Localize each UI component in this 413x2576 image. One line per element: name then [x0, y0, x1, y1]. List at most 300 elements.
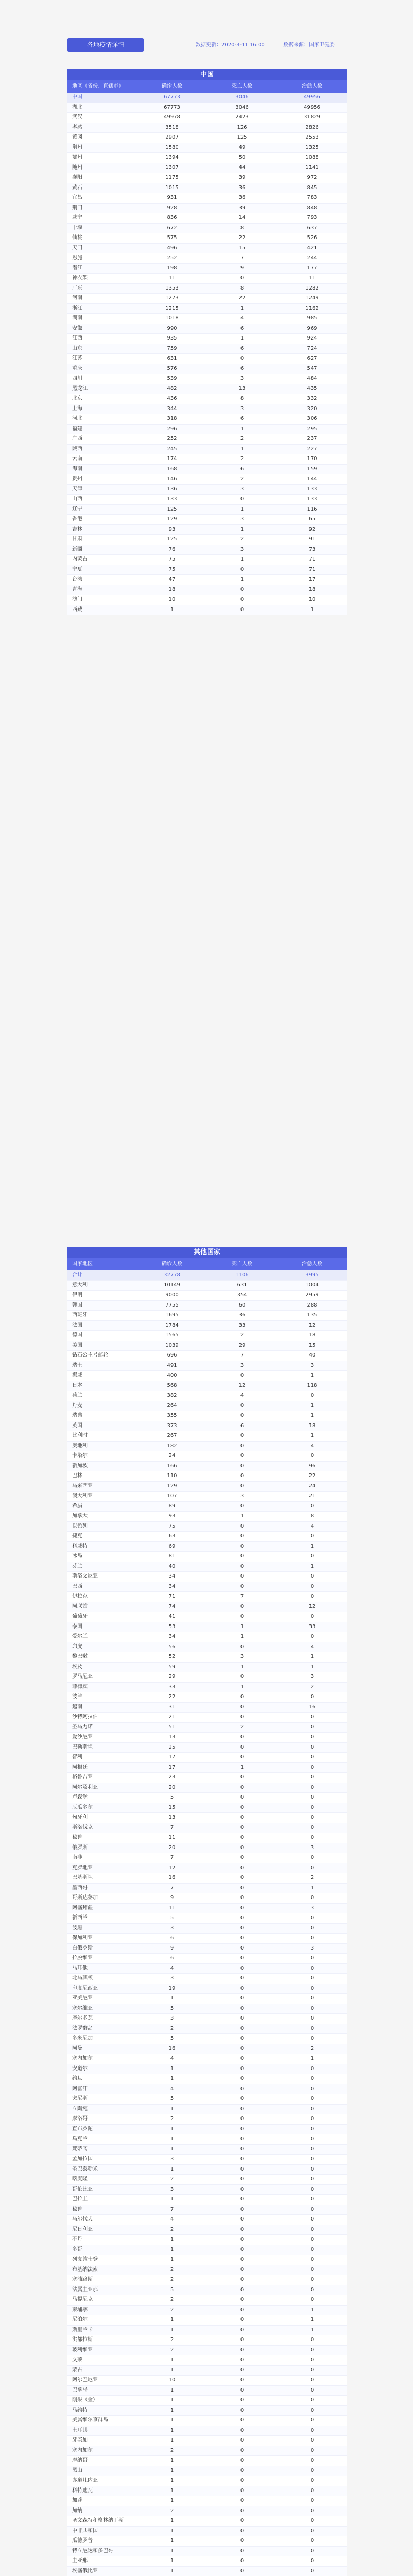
region-name: 十堰	[72, 225, 82, 231]
confirmed-count: 20	[168, 1844, 176, 1851]
table-row	[67, 2064, 347, 2075]
cured-count: 1162	[305, 305, 319, 311]
death-count: 3	[240, 486, 244, 492]
region-name: 马尔代夫	[72, 2216, 93, 2222]
confirmed-count: 3518	[165, 124, 179, 130]
region-name: 黑山	[72, 2467, 82, 2473]
death-count: 14	[238, 215, 246, 221]
table-row	[67, 1512, 347, 1522]
death-count: 0	[240, 2015, 244, 2021]
death-count: 0	[240, 2206, 244, 2212]
table-row	[67, 1924, 347, 1934]
region-name: 马约特	[72, 2407, 88, 2413]
cured-count: 306	[307, 416, 317, 421]
confirmed-count: 2	[170, 2277, 174, 2282]
cured-count: 0	[310, 2427, 314, 2433]
region-name: 巴基斯坦	[72, 1875, 93, 1880]
cured-count: 0	[310, 2498, 314, 2503]
death-count: 0	[240, 1553, 244, 1559]
table-row	[67, 2205, 347, 2215]
death-count: 0	[240, 2458, 244, 2463]
region-name: 巴拉圭	[72, 2196, 88, 2202]
death-count: 0	[240, 2226, 244, 2232]
confirmed-count: 16	[168, 1875, 176, 1880]
death-count: 0	[240, 2216, 244, 2222]
table-row	[67, 1431, 347, 1442]
confirmed-count: 53	[168, 1623, 176, 1630]
confirmed-count: 2	[170, 2347, 174, 2353]
cured-count: 435	[307, 385, 317, 392]
cured-count: 0	[310, 1583, 314, 1589]
confirmed-count: 1215	[165, 305, 179, 311]
death-count: 4	[240, 315, 244, 321]
death-count: 0	[240, 2257, 244, 2262]
cured-count: 18	[308, 586, 316, 592]
cured-count: 22	[308, 1473, 316, 1479]
region-name: 仙桃	[72, 235, 82, 241]
region-name: 俄罗斯	[72, 1844, 88, 1851]
death-count: 1	[240, 556, 244, 562]
death-count: 0	[240, 2327, 244, 2333]
cured-count: 8	[310, 1513, 314, 1519]
confirmed-count: 436	[167, 396, 177, 401]
region-name: 鄂州	[72, 155, 82, 160]
cured-count: 1	[310, 2056, 314, 2061]
region-name: 阿富汗	[72, 2086, 88, 2092]
cured-count: 0	[310, 1794, 314, 1800]
region-name: 荆州	[72, 144, 82, 150]
confirmed-count: 67773	[164, 94, 180, 100]
death-count: 1	[240, 526, 244, 532]
cured-count: 0	[310, 2186, 314, 2192]
region-name: 圣马力诺	[72, 1724, 93, 1730]
region-name: 斯洛文尼亚	[72, 1573, 98, 1579]
region-name: 黄冈	[72, 134, 82, 140]
table-row	[67, 565, 347, 575]
region-name: 阿曼	[72, 2045, 82, 2052]
table-row	[67, 2134, 347, 2145]
region-name: 贵州	[72, 476, 82, 482]
death-count: 0	[240, 1402, 244, 1409]
confirmed-count: 9000	[165, 1292, 179, 1298]
region-name: 加纳	[72, 2507, 82, 2514]
death-count: 0	[240, 1704, 244, 1710]
confirmed-count: 166	[167, 1463, 177, 1469]
confirmed-count: 129	[167, 516, 177, 522]
region-name: 沙特阿拉伯	[72, 1714, 98, 1720]
cured-count: 159	[307, 466, 317, 472]
confirmed-count: 2	[170, 2447, 174, 2453]
region-name: 澳大利亚	[72, 1493, 93, 1499]
death-count: 0	[240, 586, 244, 592]
confirmed-count: 1	[170, 2478, 174, 2483]
region-name: 塞浦路斯	[72, 2277, 93, 2282]
cured-count: 3995	[305, 1272, 319, 1278]
region-name: 印度尼西亚	[72, 1985, 98, 1991]
confirmed-count: 3	[170, 1925, 174, 1931]
confirmed-count: 129	[167, 1483, 177, 1489]
table-row	[67, 2476, 347, 2486]
table-row	[67, 1361, 347, 1371]
death-count: 0	[240, 1885, 244, 1891]
death-count: 8	[240, 396, 244, 401]
region-name: 圣巴泰勒米	[72, 2166, 98, 2172]
cured-count: 0	[310, 1835, 314, 1840]
region-name: 不丹	[72, 2236, 82, 2242]
region-name: 匈牙利	[72, 1815, 88, 1820]
death-count: 0	[240, 1905, 244, 1911]
col-confirmed: 确诊人数	[162, 83, 182, 89]
confirmed-count: 296	[167, 426, 177, 432]
region-name: 山东	[72, 345, 82, 351]
table-row	[67, 294, 347, 304]
death-count: 1	[240, 446, 244, 452]
confirmed-count: 17	[168, 1764, 176, 1770]
region-name: 立陶宛	[72, 2106, 88, 2112]
death-count: 6	[240, 1422, 244, 1429]
confirmed-count: 482	[167, 385, 177, 392]
region-name: 秘鲁	[72, 2206, 82, 2212]
cured-count: 0	[310, 2277, 314, 2282]
cured-count: 31829	[304, 114, 320, 120]
death-count: 1106	[235, 1272, 249, 1278]
region-name: 保加利亚	[72, 1935, 93, 1941]
table-row	[67, 2034, 347, 2044]
cured-count: 0	[310, 1955, 314, 1961]
table-row	[67, 1944, 347, 1954]
china-section-title: 中国	[67, 69, 347, 80]
confirmed-count: 931	[167, 195, 177, 200]
death-count: 6	[240, 416, 244, 421]
death-count: 0	[240, 1975, 244, 1981]
cured-count: 1088	[305, 155, 319, 160]
confirmed-count: 5	[170, 2096, 174, 2102]
cured-count: 118	[307, 1382, 317, 1388]
death-count: 0	[240, 1463, 244, 1469]
table-row	[67, 2285, 347, 2296]
confirmed-count: 1	[170, 2407, 174, 2413]
table-row	[67, 2125, 347, 2135]
confirmed-count: 2	[170, 2226, 174, 2232]
region-name: 以色列	[72, 1523, 88, 1529]
cured-count: 15	[308, 1342, 316, 1348]
death-count: 0	[240, 2447, 244, 2453]
table-row	[67, 1471, 347, 1482]
region-name: 赤道几内亚	[72, 2478, 98, 2483]
death-count: 0	[240, 2116, 244, 2122]
death-count: 0	[240, 2166, 244, 2172]
cured-count: 0	[310, 2417, 314, 2423]
confirmed-count: 2	[170, 2116, 174, 2122]
confirmed-count: 1695	[165, 1312, 179, 1318]
table-row	[67, 163, 347, 174]
table-row	[67, 253, 347, 264]
confirmed-count: 1	[170, 2558, 174, 2564]
confirmed-count: 1	[170, 2427, 174, 2433]
cured-count: 0	[310, 1915, 314, 1921]
cured-count: 0	[310, 1533, 314, 1539]
table-row	[67, 2004, 347, 2014]
table-row	[67, 193, 347, 204]
confirmed-count: 1	[170, 2146, 174, 2152]
confirmed-count: 6	[170, 1955, 174, 1961]
table-row	[67, 93, 347, 103]
table-row	[67, 334, 347, 344]
region-name: 塞内加尔	[72, 2056, 93, 2061]
region-name: 巴勒斯坦	[72, 1744, 93, 1750]
cured-count: 71	[308, 566, 316, 572]
confirmed-count: 491	[167, 1362, 177, 1368]
table-row	[67, 394, 347, 404]
confirmed-count: 146	[167, 476, 177, 482]
death-count: 0	[240, 2437, 244, 2443]
confirmed-count: 1	[170, 1995, 174, 2001]
table-row	[67, 434, 347, 445]
death-count: 0	[240, 2096, 244, 2102]
region-name: 埃及	[72, 1664, 82, 1670]
region-name: 随州	[72, 164, 82, 171]
region-name: 英国	[72, 1422, 82, 1429]
death-count: 0	[240, 1473, 244, 1479]
confirmed-count: 264	[167, 1402, 177, 1409]
region-name: 卡塔尔	[72, 1453, 88, 1459]
cured-count: 0	[310, 2146, 314, 2152]
cured-count: 0	[310, 1965, 314, 1971]
confirmed-count: 59	[168, 1664, 176, 1670]
cured-count: 985	[307, 315, 317, 321]
cured-count: 2826	[305, 124, 319, 130]
region-name: 瑞士	[72, 1362, 82, 1368]
confirmed-count: 631	[167, 355, 177, 361]
death-count: 36	[238, 1312, 246, 1318]
death-count: 0	[240, 1503, 244, 1509]
region-name: 河南	[72, 295, 82, 301]
cured-count: 0	[310, 1393, 314, 1398]
region-name: 多哥	[72, 2246, 82, 2252]
cured-count: 1004	[305, 1282, 319, 1288]
col-country: 国家地区	[72, 1261, 93, 1267]
confirmed-count: 136	[167, 486, 177, 492]
region-name: 马来西亚	[72, 1483, 93, 1489]
table-row	[67, 2295, 347, 2306]
confirmed-count: 1307	[165, 164, 179, 171]
cured-count: 0	[310, 2568, 314, 2574]
table-row	[67, 2275, 347, 2285]
cured-count: 0	[310, 2196, 314, 2202]
death-count: 0	[240, 1734, 244, 1740]
table-row	[67, 545, 347, 555]
table-row	[67, 1351, 347, 1361]
death-count: 0	[240, 2236, 244, 2242]
cured-count: 0	[310, 2226, 314, 2232]
table-row	[67, 374, 347, 384]
update-time: 数据更新：2020-3-11 16:00	[196, 42, 265, 48]
table-row	[67, 454, 347, 465]
region-name: 恩施	[72, 255, 82, 261]
confirmed-count: 576	[167, 365, 177, 371]
table-row	[67, 1763, 347, 1773]
region-name: 法属圭亚那	[72, 2286, 98, 2293]
table-row	[67, 2506, 347, 2517]
table-row	[67, 244, 347, 254]
death-count: 0	[240, 1784, 244, 1790]
cured-count: 627	[307, 355, 317, 361]
death-count: 0	[240, 1915, 244, 1921]
cured-count: 1	[310, 1885, 314, 1891]
region-name: 科威特	[72, 1543, 88, 1549]
region-name: 哥斯达黎加	[72, 1895, 98, 1901]
table-row	[67, 1783, 347, 1793]
region-name: 摩尔多瓦	[72, 2015, 93, 2021]
table-row	[67, 2255, 347, 2265]
cured-count: 0	[310, 2116, 314, 2122]
confirmed-count: 1	[170, 2166, 174, 2172]
cured-count: 96	[308, 1463, 316, 1469]
confirmed-count: 33	[168, 1684, 176, 1690]
confirmed-count: 1353	[165, 285, 179, 291]
cured-count: 1	[310, 1433, 314, 1438]
cured-count: 18	[308, 1332, 316, 1338]
confirmed-count: 125	[167, 536, 177, 542]
table-row	[67, 304, 347, 314]
cured-count: 0	[310, 1995, 314, 2001]
table-row	[67, 2185, 347, 2195]
confirmed-count: 2907	[165, 134, 179, 140]
table-row	[67, 2306, 347, 2316]
cured-count: 0	[310, 1804, 314, 1810]
confirmed-count: 1	[170, 2257, 174, 2262]
table-row	[67, 1492, 347, 1502]
death-count: 0	[240, 606, 244, 613]
region-name: 黄石	[72, 184, 82, 191]
confirmed-count: 1015	[165, 184, 179, 191]
cured-count: 1	[310, 606, 314, 613]
cured-count: 0	[310, 2407, 314, 2413]
confirmed-count: 1	[170, 2126, 174, 2132]
table-row	[67, 1592, 347, 1602]
cured-count: 0	[310, 1784, 314, 1790]
table-row	[67, 595, 347, 605]
death-count: 0	[240, 2518, 244, 2523]
cured-count: 4	[310, 1643, 314, 1650]
table-row	[67, 2416, 347, 2426]
region-name: 武汉	[72, 114, 82, 120]
region-name: 特立尼达和多巴哥	[72, 2548, 113, 2554]
table-row	[67, 2175, 347, 2185]
death-count: 0	[240, 2196, 244, 2202]
death-count: 0	[240, 2266, 244, 2273]
death-count: 8	[240, 285, 244, 291]
table-row	[67, 2145, 347, 2155]
cured-count: 0	[310, 1634, 314, 1639]
death-count: 1	[240, 1513, 244, 1519]
cured-count: 288	[307, 1302, 317, 1308]
cured-count: 848	[307, 205, 317, 211]
death-count: 0	[240, 2317, 244, 2323]
confirmed-count: 2	[170, 2176, 174, 2182]
col-confirmed: 确诊人数	[162, 1261, 182, 1267]
confirmed-count: 75	[168, 556, 176, 562]
confirmed-count: 4	[170, 2216, 174, 2222]
death-count: 4	[240, 1393, 244, 1398]
cured-count: 10	[308, 597, 316, 602]
cured-count: 0	[310, 2266, 314, 2273]
cured-count: 0	[310, 2206, 314, 2212]
cured-count: 170	[307, 456, 317, 462]
cured-count: 0	[310, 2458, 314, 2463]
death-count: 126	[237, 124, 247, 130]
table-row	[67, 2084, 347, 2095]
cured-count: 18	[308, 1422, 316, 1429]
death-count: 0	[240, 2498, 244, 2503]
region-name: 玻利维亚	[72, 2347, 93, 2353]
table-row	[67, 404, 347, 415]
col-cured: 治愈人数	[302, 1261, 322, 1267]
data-source: 数据来源：国家卫健委	[283, 42, 335, 48]
region-name: 突尼斯	[72, 2096, 88, 2102]
cured-count: 0	[310, 1824, 314, 1831]
death-count: 0	[240, 2036, 244, 2041]
region-name: 香港	[72, 516, 82, 522]
region-name: 白俄罗斯	[72, 1945, 93, 1951]
confirmed-count: 47	[168, 577, 176, 582]
confirmed-count: 696	[167, 1352, 177, 1358]
table-row	[67, 474, 347, 485]
table-row	[67, 2567, 347, 2576]
confirmed-count: 382	[167, 1393, 177, 1398]
death-count: 0	[240, 2136, 244, 2142]
confirmed-count: 168	[167, 466, 177, 472]
confirmed-count: 89	[168, 1503, 176, 1509]
death-count: 0	[240, 2045, 244, 2052]
region-name: 南非	[72, 1855, 82, 1860]
confirmed-count: 51	[168, 1724, 176, 1730]
table-row	[67, 1753, 347, 1763]
death-count: 6	[240, 466, 244, 472]
cured-count: 177	[307, 265, 317, 271]
table-row	[67, 2516, 347, 2527]
death-count: 0	[240, 1413, 244, 1418]
table-row	[67, 1411, 347, 1421]
table-row	[67, 1642, 347, 1653]
death-count: 0	[240, 2005, 244, 2011]
confirmed-count: 9	[170, 1895, 174, 1901]
region-name: 伊拉克	[72, 1594, 88, 1599]
cured-count: 484	[307, 376, 317, 381]
death-count: 0	[240, 2286, 244, 2293]
region-name: 直布罗陀	[72, 2126, 93, 2132]
table-row	[67, 183, 347, 194]
confirmed-count: 2	[170, 2337, 174, 2343]
table-row	[67, 1893, 347, 1904]
confirmed-count: 5	[170, 2286, 174, 2293]
cured-count: 0	[310, 1503, 314, 1509]
confirmed-count: 3	[170, 2186, 174, 2192]
region-name: 加蓬	[72, 2498, 82, 2503]
region-name: 比利时	[72, 1433, 88, 1438]
region-name: 阿尔及利亚	[72, 1784, 98, 1790]
death-count: 0	[240, 2025, 244, 2031]
confirmed-count: 11	[168, 1905, 176, 1911]
table-row	[67, 1652, 347, 1663]
confirmed-count: 110	[167, 1473, 177, 1479]
death-count: 2	[240, 436, 244, 442]
region-name: 瑞典	[72, 1413, 82, 1418]
death-count: 8	[240, 225, 244, 231]
table-row	[67, 1270, 347, 1281]
death-count: 0	[240, 2086, 244, 2092]
table-row	[67, 1572, 347, 1582]
